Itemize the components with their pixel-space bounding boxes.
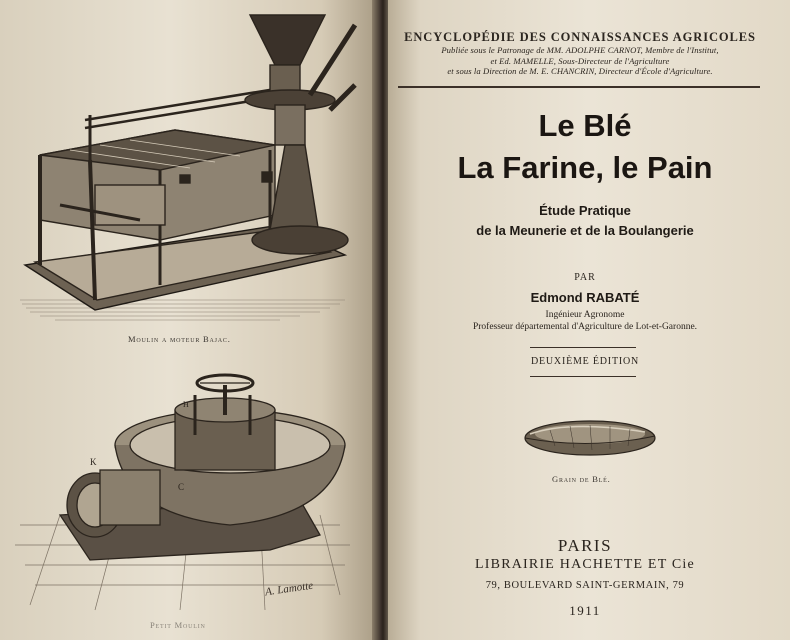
caption-small-mill: Petit Moulin bbox=[150, 620, 206, 630]
publisher-name: LIBRAIRIE HACHETTE ET Cie bbox=[475, 557, 695, 572]
wheat-grain-engraving bbox=[510, 410, 670, 470]
publisher-address: 79, BOULEVARD SAINT-GERMAIN, 79 bbox=[485, 580, 685, 591]
svg-text:H: H bbox=[183, 400, 189, 409]
subtitle-line-2: de la Meunerie et de la Boulangerie bbox=[476, 223, 694, 238]
patronage-line-3: et sous la Direction de M. E. CHANCRIN, Directeur d'École d'Agriculture. bbox=[447, 66, 713, 76]
subtitle-line-1: Étude Pratique bbox=[539, 203, 631, 218]
edition-rule-top bbox=[530, 347, 636, 348]
grain-caption: Grain de Blé. bbox=[552, 474, 611, 484]
book-title-line-2: La Farine, le Pain bbox=[457, 150, 713, 185]
edition-label: DEUXIÈME ÉDITION bbox=[530, 356, 640, 367]
author-name: Edmond RABATÉ bbox=[530, 290, 640, 305]
collection-header bbox=[400, 30, 760, 77]
collection-title: ENCYCLOPÉDIE DES CONNAISSANCES AGRICOLES bbox=[404, 30, 756, 44]
engraving-mill-motor bbox=[0, 0, 378, 340]
author-title-2: Professeur départemental d'Agriculture de Lot-et-Garonne. bbox=[472, 322, 698, 332]
caption-mill-motor: Moulin a moteur Bajac. bbox=[128, 334, 231, 344]
patronage-line-2: et Ed. MAMELLE, Sous-Directeur de l'Agriculture bbox=[490, 55, 670, 66]
engraver-signature: A. Lamotte bbox=[264, 579, 314, 599]
author-title-1: Ingénieur Agronome bbox=[545, 310, 625, 320]
edition-rule-bottom bbox=[530, 376, 636, 377]
publication-year: 1911 bbox=[569, 603, 601, 618]
left-page bbox=[0, 0, 378, 640]
engraving-millstone bbox=[0, 365, 378, 635]
svg-text:K: K bbox=[90, 457, 97, 467]
book-title-line-1: Le Blé bbox=[538, 108, 632, 143]
header-rule bbox=[398, 86, 760, 88]
patronage-line-1: Publiée sous le Patronage de MM. ADOLPHE CARNOT, Membre de l'Institut, bbox=[441, 45, 719, 55]
par-label: PAR bbox=[574, 272, 596, 283]
publisher-city: PARIS bbox=[557, 536, 613, 555]
svg-text:C: C bbox=[178, 482, 185, 492]
